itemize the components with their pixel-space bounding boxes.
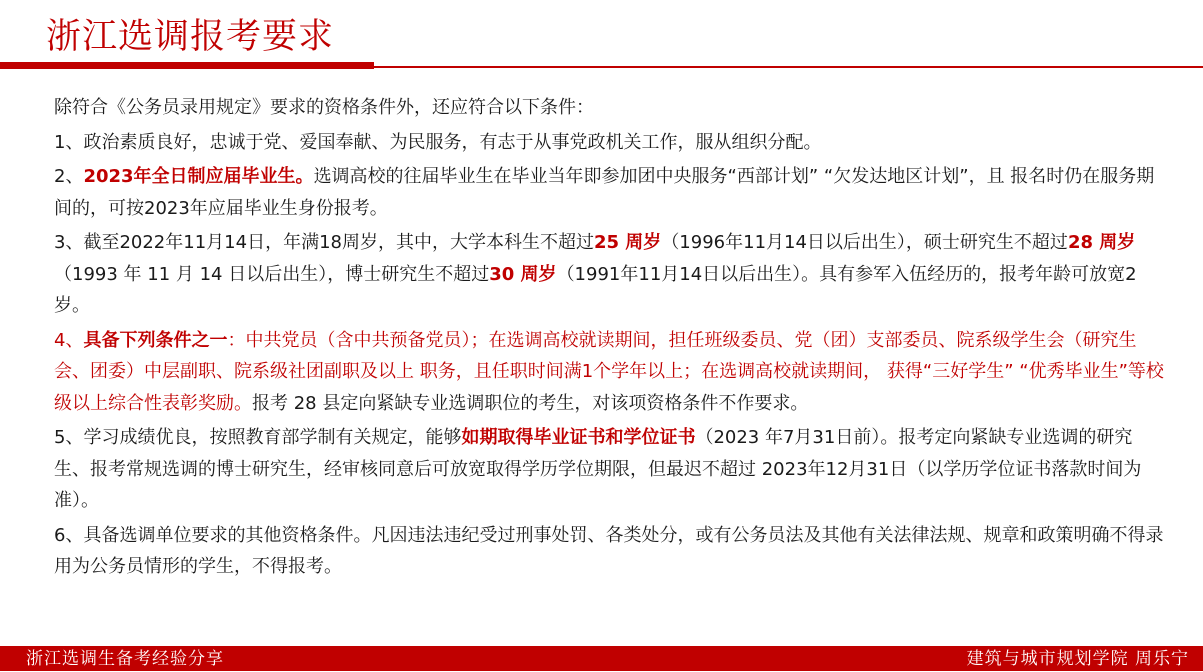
footer-right-text: 建筑与城市规划学院 周乐宁 (966, 649, 1189, 669)
item-3-text-c: （1996年11月14日以后出生），硕士研究生不超过 (661, 232, 1068, 253)
item-3-text-g: （1991年11月14日以后出生）。具有参军入伍经历的，报考年龄可放宽2岁。 (54, 263, 1137, 316)
item-3-age-phd: 30 周岁 (489, 263, 557, 285)
intro-text: 除符合《公务员录用规定》要求的资格条件外，还应符合以下条件： (54, 97, 594, 118)
item-3-age-master: 28 周岁 (1067, 232, 1136, 253)
item-2-prefix: 2、 (54, 166, 84, 187)
item-4-highlight: 具备下列条件之一 (83, 329, 228, 351)
requirement-item-4 (54, 325, 1166, 420)
requirement-item-5 (54, 422, 1166, 517)
requirements-body (54, 92, 1166, 583)
title-underline-thick (0, 62, 374, 69)
item-3-text-a: 3、截至2022年11月14日，年满18周岁，其中，大学本科生不超过 (54, 232, 594, 253)
item-5-text-b: （2023 年7月31日前）。报考定向紧缺专业选调的研究生、报考常规选调的博士研究生，经审核同意后可放宽取得学历学位期限，但最迟不超过 2023年12月31日（以学历学位证书落款时间为准）。 (54, 427, 1142, 511)
requirement-item-3 (54, 227, 1166, 322)
slide-title: 浙江选调报考要求 (46, 17, 335, 57)
item-3-text-e: （1993 年 11 月 14 日以后出生），博士研究生不超过 (54, 263, 490, 285)
item-4-prefix: 4、 (54, 329, 84, 351)
item-2-text: 选调高校的往届毕业生在毕业当年即参加团中央服务“西部计划” “欠发达地区计划”，且 报名时仍在服务期间的，可按2023年应届毕业生身份报考。 (54, 166, 1155, 219)
item-5-highlight: 如期取得毕业证书和学位证书 (461, 427, 696, 448)
item-4-conditions: ：中共党员（含中共预备党员）；在选调高校就读期间，担任班级委员、党（团）支部委员、院系级学生会（研究生会、团委）中层副职、院系级社团副职及以上 职务，且任职时间满1个学年以上；在选调高校就读期间， 获得“三好学生” “优秀毕业生”等校级以上综合性表彰奖励。 (54, 329, 1164, 414)
item-4-text: 报考 28 县定向紧缺专业选调职位的考生，对该项资格条件不作要求。 (252, 392, 809, 414)
item-2-highlight: 2023年全日制应届毕业生。 (83, 166, 314, 187)
requirement-item-6: 6、具备选调单位要求的其他资格条件。凡因违法违纪受过刑事处罚、各类处分，或有公务员法及其他有关法律法规、规章和政策明确不得录用为公务员情形的学生，不得报考。 (54, 524, 1164, 577)
footer-left-text: 浙江选调生备考经验分享 (26, 649, 224, 669)
requirement-item-1: 1、政治素质良好，忠诚于党、爱国奉献、为民服务，有志于从事党政机关工作，服从组织分配。 (54, 131, 822, 153)
item-5-text-a: 5、学习成绩优良，按照教育部学制有关规定，能够 (54, 427, 462, 448)
title-underline-thin (374, 66, 1203, 68)
requirement-item-2 (54, 161, 1166, 224)
footer-bar (0, 646, 1203, 671)
item-3-age-undergrad: 25 周岁 (593, 232, 662, 253)
